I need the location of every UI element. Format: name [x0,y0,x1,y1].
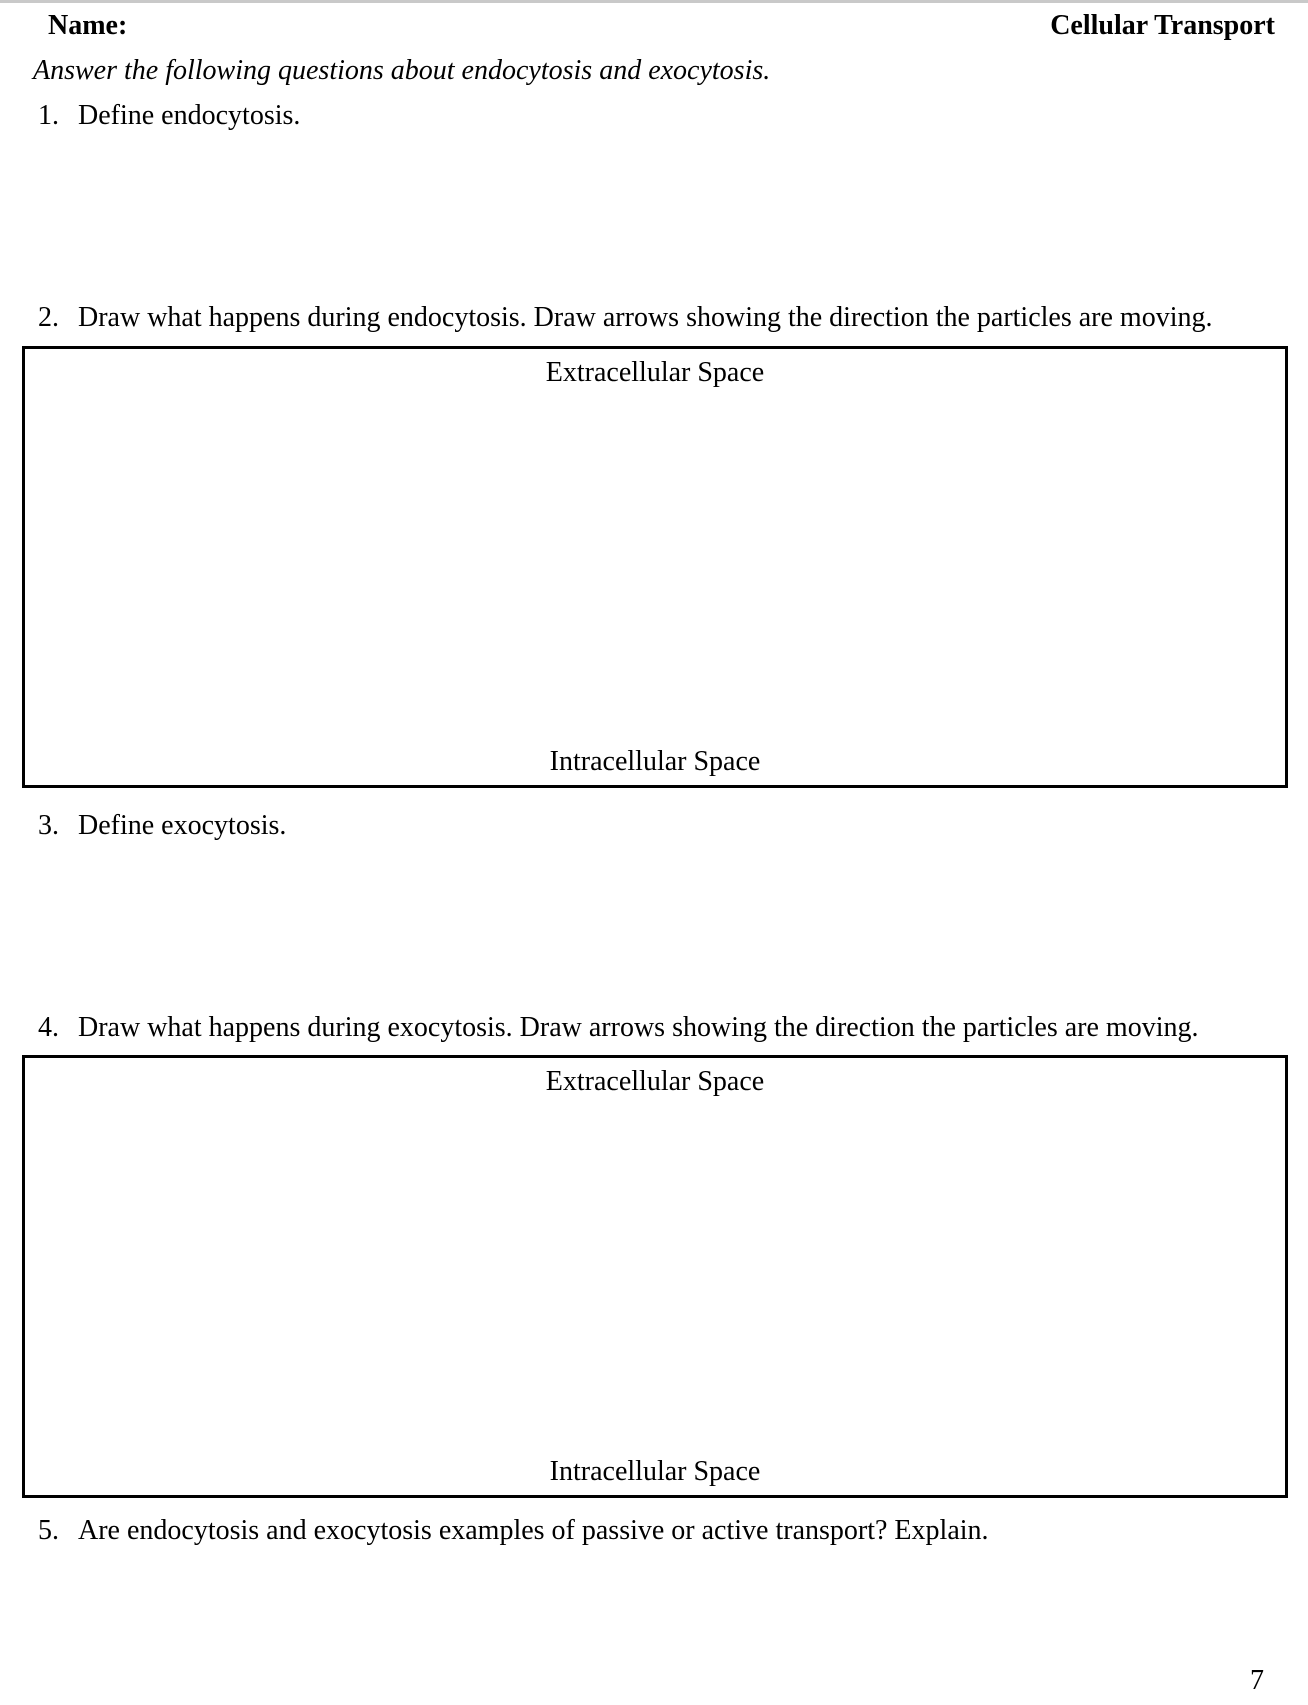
question-1-text: Define endocytosis. [78,100,301,131]
drawing-box-endocytosis [22,346,1288,788]
question-1-number: 1. [38,100,59,131]
question-5-number: 5. [38,1515,59,1546]
question-2-number: 2. [38,302,59,333]
extracellular-space-label: Extracellular Space [545,1066,765,1097]
instruction-text: Answer the following questions about endocytosis and exocytosis. [33,55,771,86]
question-1 [38,99,300,133]
name-label: Name: [48,10,128,41]
page-number: 7 [1250,1665,1264,1696]
question-2 [38,301,1212,335]
intracellular-space-label: Intracellular Space [549,746,761,778]
question-5-text: Are endocytosis and exocytosis examples of passive or active transport? Explain. [78,1515,989,1546]
question-4 [38,1011,1198,1045]
page-top-edge [0,0,1308,3]
question-4-text: Draw what happens during exocytosis. Draw arrows showing the direction the particles are moving. [78,1012,1199,1043]
page-title: Cellular Transport [1050,10,1275,41]
question-3-text: Define exocytosis. [78,810,287,841]
question-3-number: 3. [38,810,59,841]
question-3 [38,809,286,843]
extracellular-space-label: Extracellular Space [545,357,765,388]
question-5 [38,1514,989,1548]
intracellular-space-label: Intracellular Space [549,1456,761,1488]
question-2-text: Draw what happens during endocytosis. Draw arrows showing the direction the particles are moving. [78,302,1213,333]
drawing-box-exocytosis [22,1055,1288,1498]
question-4-number: 4. [38,1012,59,1043]
